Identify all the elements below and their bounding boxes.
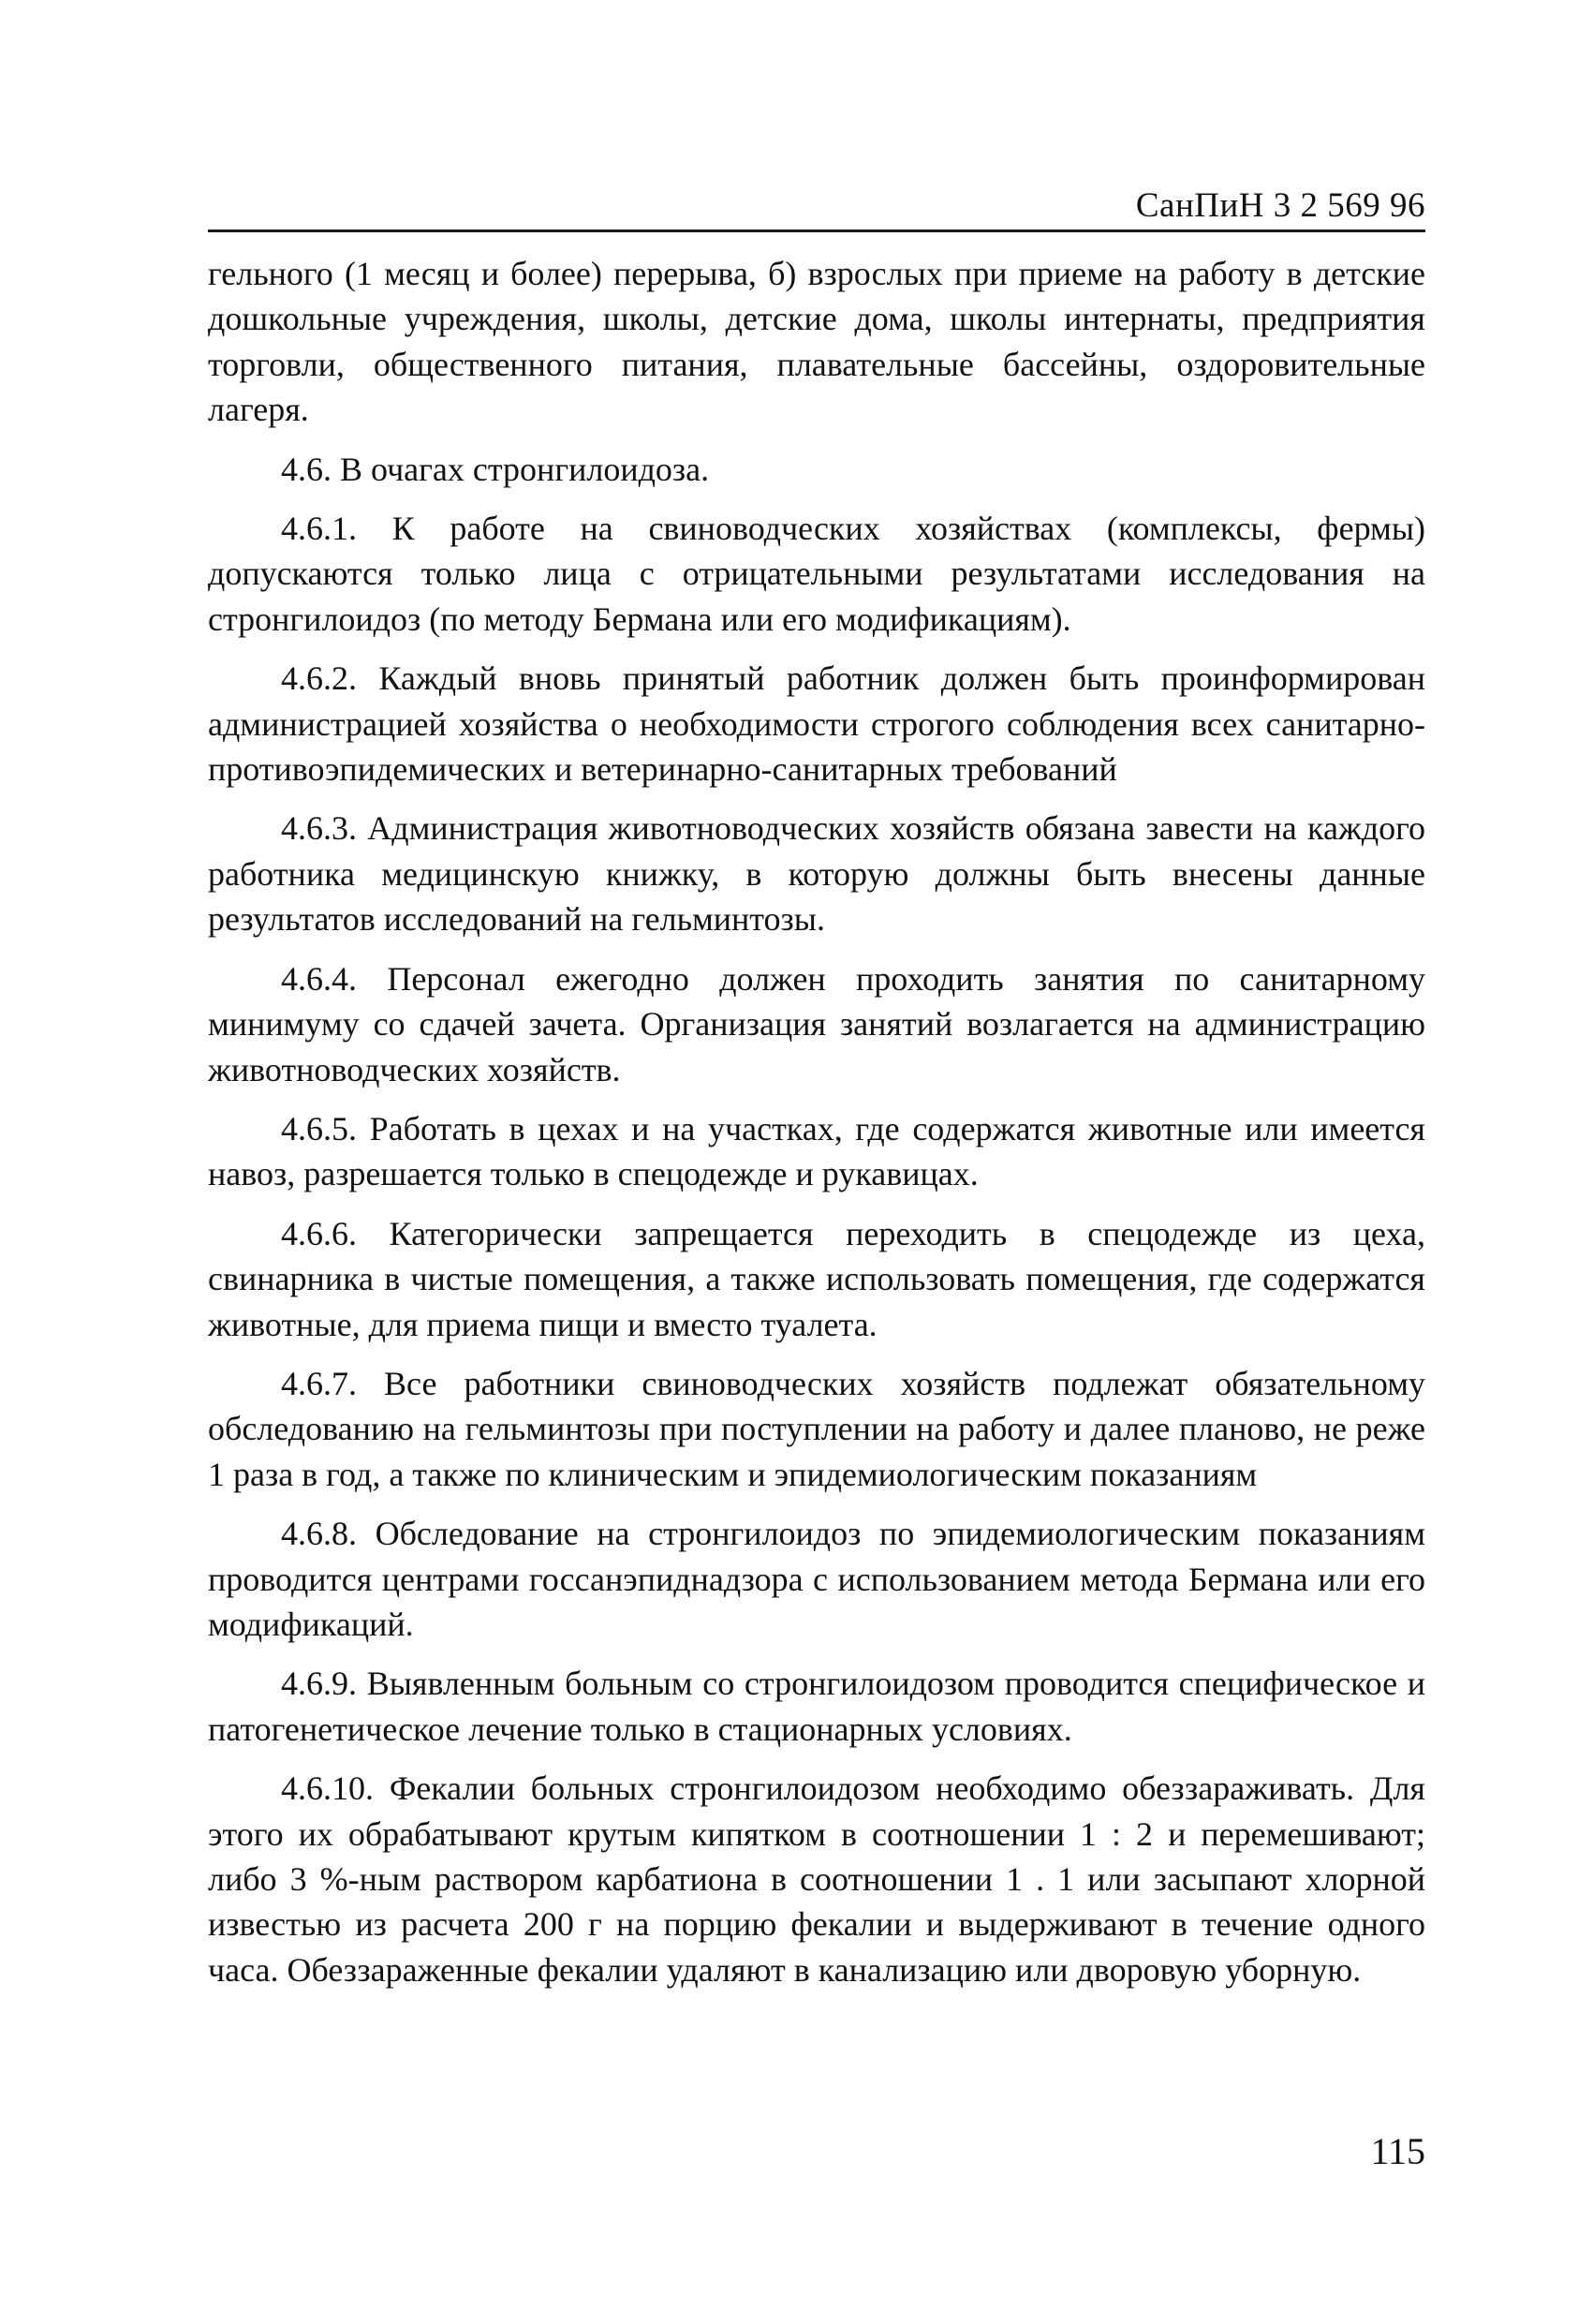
paragraph-4-6-5: 4.6.5. Работать в цехах и на участках, где содержатся животные или имеется навоз, разрешается только в спецодежде и рукавицах.: [208, 1109, 1425, 1193]
page-number: 115: [1370, 2130, 1425, 2172]
paragraph-4-6-10: 4.6.10. Фекалии больных стронгилоидозом необходимо обеззараживать. Для этого их обрабатывают крутым кипятком в соотношении 1 : 2 и перемешивают; либо 3 %-ным раствором карбатиона в соотношении 1 . 1 или засыпают хлорной известью из расчета 200 г на порцию фекалии и выдерживают в течение одного часа. Обеззараженные фекалии удаляют в канализацию или дворовую уборную.: [208, 1769, 1425, 1989]
paragraph-4-6-6: 4.6.6. Категорически запрещается переходить в спецодежде из цеха, свинарника в чистые помещения, а также использовать помещения, где содержатся животные, для приема пищи и вместо туалета.: [208, 1214, 1425, 1343]
paragraph-4-6-3: 4.6.3. Администрация животноводческих хозяйств обязана завести на каждого работника медицинскую книжку, в которую должны быть внесены данные результатов исследований на гельминтозы.: [208, 809, 1425, 939]
body-text: [208, 251, 1425, 2006]
paragraph-4-6-8: 4.6.8. Обследование на стронгилоидоз по эпидемиологическим показаниям проводится центрами госсанэпиднадзора с использованием метода Бермана или его модификаций.: [208, 1515, 1425, 1643]
header-rule: [208, 229, 1425, 232]
paragraph-4-6-1: 4.6.1. К работе на свиноводческих хозяйствах (комплексы, фермы) допускаются только лица с отрицательными результатами исследования на стронгилоидоз (по методу Бермана или его модификациям).: [208, 510, 1425, 638]
paragraph-4-6-7: 4.6.7. Все работники свиноводческих хозяйств подлежат обязательному обследованию на гельминтозы при поступлении на работу и далее планово, не реже 1 раза в год, а также по клиническим и эпидемиологическим показаниям: [208, 1364, 1425, 1493]
paragraph-4-6-2: 4.6.2. Каждый вновь принятый работник должен быть проинформирован администрацией хозяйства о необходимости строгого соблюдения всех санитарно-противоэпидемических и ветеринарно-санитарных требований: [208, 659, 1425, 789]
paragraph-4-6-4: 4.6.4. Персонал ежегодно должен проходить занятия по санитарному минимуму со сдачей зачета. Организация занятий возлагается на администрацию животноводческих хозяйств.: [208, 959, 1425, 1088]
section-heading-4-6: 4.6. В очагах стронгилоидоза.: [281, 450, 710, 488]
paragraph-4-6-9: 4.6.9. Выявленным больным со стронгилоидозом проводится специфическое и патогенетическое лечение только в стационарных условиях.: [208, 1665, 1425, 1748]
paragraph-continuation: гельного (1 месяц и более) перерыва, б) взрослых при приеме на работу в детские дошкольные учреждения, школы, детские дома, школы интернаты, предприятия торговли, общественного питания, плавательные бассейны, оздоровительные лагеря.: [208, 255, 1425, 429]
running-header: СанПиН 3 2 569 96: [1135, 186, 1425, 225]
